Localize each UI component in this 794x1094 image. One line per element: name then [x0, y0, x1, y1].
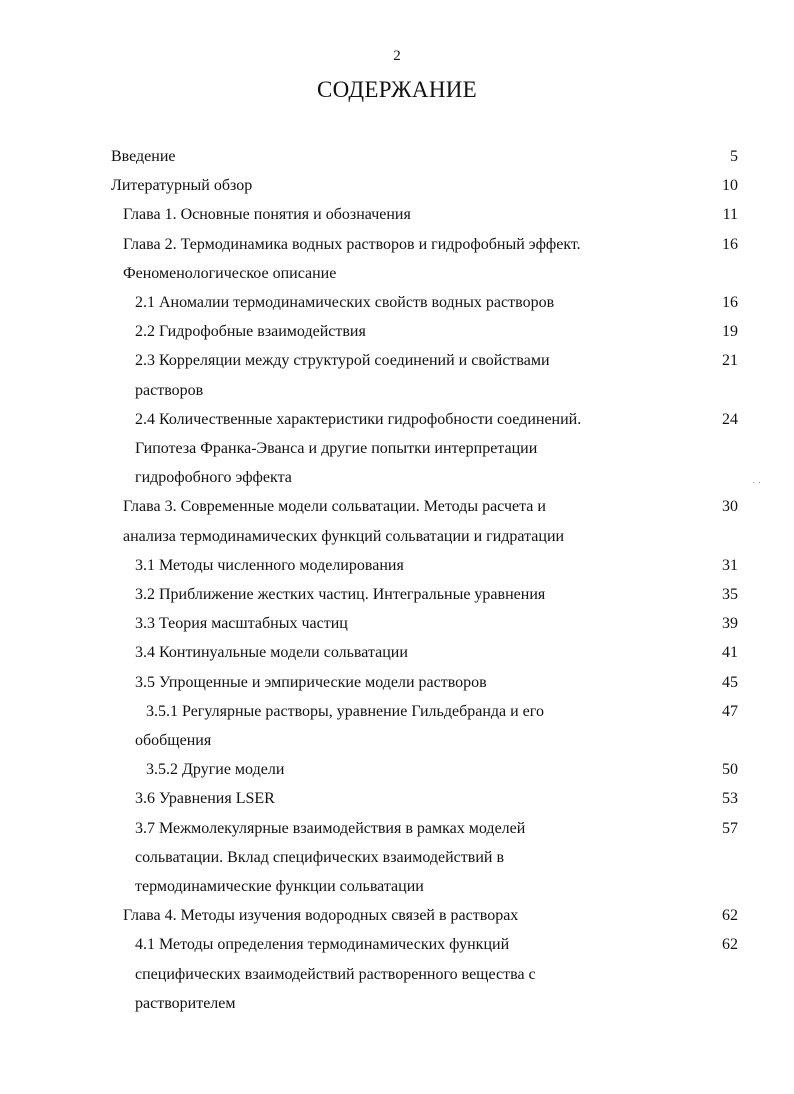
- toc-entry: [0, 346, 794, 404]
- toc-entry: [0, 609, 794, 638]
- toc-entry-line: растворов: [135, 381, 204, 399]
- toc-entry-line: гидрофобного эффекта: [135, 469, 292, 487]
- toc-entry-line: 2.1 Аномалии термодинамических свойств водных растворов: [135, 294, 555, 312]
- toc-entry-line: 3.5.2 Другие модели: [146, 761, 285, 779]
- toc-entry-line: Литературный обзор: [111, 177, 253, 195]
- page-number: 2: [393, 48, 401, 64]
- toc-entry-page: 31: [722, 556, 738, 574]
- toc-entry-line: 2.3 Корреляции между структурой соединений и свойствами: [135, 352, 550, 370]
- toc-entry-page: 53: [722, 790, 738, 808]
- toc-entry-line: 2.4 Количественные характеристики гидрофобности соединений.: [135, 410, 582, 428]
- toc-entry-page: 62: [722, 907, 738, 925]
- toc-entry-line: термодинамические функции сольватации: [135, 878, 424, 896]
- toc-entry: [0, 551, 794, 580]
- toc-entry-title: [135, 580, 655, 609]
- toc-entry-line: 2.2 Гидрофобные взаимодействия: [135, 323, 366, 341]
- toc-entry-page: 11: [722, 206, 738, 224]
- toc-entry-page: 10: [722, 177, 738, 195]
- toc-entry-title: [135, 609, 655, 638]
- toc-entry-line: 3.6 Уравнения LSER: [135, 790, 275, 808]
- toc-entry-page: 57: [722, 819, 738, 837]
- toc-entry-title: [123, 492, 643, 550]
- toc-entry-page: 41: [722, 644, 738, 662]
- toc-entry-line: 3.3 Теория масштабных частиц: [135, 615, 348, 633]
- toc-entry: [0, 668, 794, 697]
- toc-entry-page: 50: [722, 761, 738, 779]
- toc-entry-line: Глава 4. Методы изучения водородных связей в растворах: [123, 907, 519, 925]
- toc-entry-page: 62: [722, 936, 738, 954]
- toc-entry-title: [135, 317, 655, 346]
- toc-entry-line: сольватации. Вклад специфических взаимодействий в: [135, 848, 504, 866]
- toc-entry-page: 35: [722, 586, 738, 604]
- toc-entry: [0, 288, 794, 317]
- toc-entry: [0, 901, 794, 930]
- toc-entry-title: [135, 697, 666, 755]
- toc-entry: [0, 171, 794, 200]
- toc-entry-title: [135, 668, 655, 697]
- toc-entry: [0, 755, 794, 784]
- toc-entry-page: 5: [730, 148, 738, 165]
- toc-entry-title: [111, 171, 631, 200]
- toc-entry-title: [135, 551, 655, 580]
- toc-entry-title: [123, 230, 643, 288]
- toc-entry-page: 24: [722, 410, 738, 428]
- page-title: СОДЕРЖАНИЕ: [316, 77, 477, 102]
- toc-entry-title: [135, 814, 655, 902]
- toc-entry-page: 30: [722, 498, 738, 516]
- toc-entry-page: 39: [722, 615, 738, 633]
- toc-entry: [0, 930, 794, 1018]
- toc-entry-line: Гипотеза Франка-Эванса и другие попытки интерпретации: [135, 440, 538, 458]
- toc-entry-line: Феноменологическое описание: [123, 264, 337, 282]
- toc-entry-title: [135, 288, 655, 317]
- toc-entry: [0, 405, 794, 493]
- toc-entry-title: [146, 755, 666, 784]
- toc-entry-line: 4.1 Методы определения термодинамических функций: [135, 936, 510, 954]
- toc-entry-title: [135, 346, 655, 404]
- toc-entry-title: [123, 200, 643, 229]
- toc-entry-line: обобщения: [135, 732, 212, 750]
- toc-entry-line: Глава 2. Термодинамика водных растворов и гидрофобный эффект.: [123, 235, 581, 253]
- toc-entry: [0, 492, 794, 550]
- toc-entry-title: [135, 930, 655, 1018]
- toc-entry-title: [135, 784, 655, 813]
- toc-entry-line: 3.2 Приближение жестких частиц. Интегральные уравнения: [135, 586, 546, 604]
- toc-entry: [0, 697, 794, 755]
- toc-entry-line: специфических взаимодействий растворенного вещества с: [135, 965, 536, 983]
- toc-entry: [0, 784, 794, 813]
- toc-entry-title: [123, 901, 643, 930]
- toc-entry-page: 16: [722, 235, 738, 253]
- toc-entry-line: Глава 1. Основные понятия и обозначения: [123, 206, 411, 224]
- toc-entry-line: анализа термодинамических функций сольватации и гидратации: [123, 527, 565, 545]
- toc-entry-title: [135, 405, 655, 493]
- toc-entry: [0, 814, 794, 902]
- toc-entry-line: 3.4 Континуальные модели сольватации: [135, 644, 408, 662]
- toc-entry-line: 3.5.1 Регулярные растворы, уравнение Гильдебранда и его: [146, 702, 544, 720]
- toc-entry-line: 3.5 Упрощенные и эмпирические модели растворов: [135, 673, 487, 691]
- toc-entry: [0, 200, 794, 229]
- scan-smudge: · ·: [752, 478, 762, 489]
- toc-entry-page: 47: [722, 702, 738, 720]
- toc-entry-title: [111, 142, 631, 171]
- toc-entry: [0, 317, 794, 346]
- toc-entry: [0, 580, 794, 609]
- toc-entry-page: 16: [722, 294, 738, 312]
- toc-entry: [0, 638, 794, 667]
- toc-entry: [0, 142, 794, 171]
- toc-entry: [0, 230, 794, 288]
- table-of-contents: [0, 142, 794, 1018]
- toc-entry-line: растворителем: [135, 994, 236, 1012]
- toc-entry-line: 3.1 Методы численного моделирования: [135, 556, 404, 574]
- toc-entry-line: Введение: [111, 148, 176, 165]
- toc-entry-page: 19: [722, 323, 738, 341]
- toc-entry-line: 3.7 Межмолекулярные взаимодействия в рамках моделей: [135, 819, 526, 837]
- toc-entry-page: 21: [722, 352, 738, 370]
- toc-entry-title: [135, 638, 655, 667]
- toc-entry-page: 45: [722, 673, 738, 691]
- toc-entry-line: Глава 3. Современные модели сольватации. Методы расчета и: [123, 498, 546, 516]
